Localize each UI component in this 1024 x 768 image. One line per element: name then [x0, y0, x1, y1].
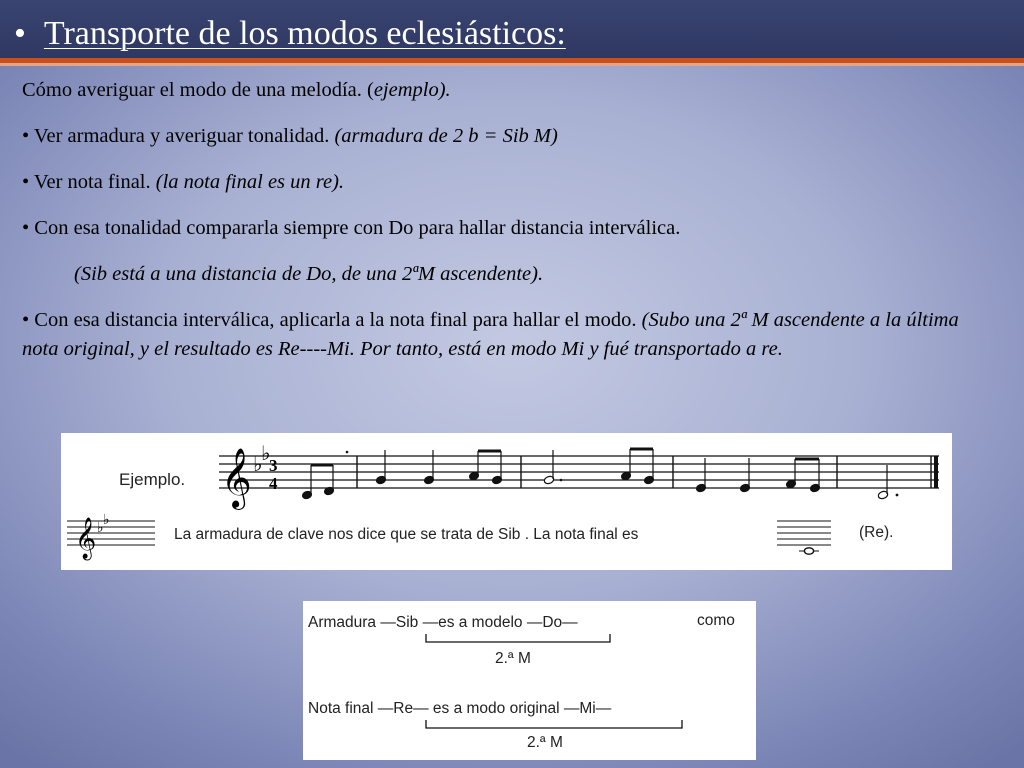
flat-icon: ♭ [261, 441, 271, 465]
final-note-staff [777, 521, 831, 551]
line-aplicar: • Con esa distancia interválica, aplicarla a la nota final para hallar el modo. (Subo una 2ª M ascendente a la última nota original, y el resultado es Re----Mi. Por tanto, está en modo Mi y fué transportado a re. [22, 309, 959, 360]
key-signature-caption: La armadura de clave nos dice que se trata de Sib . La nota final es [174, 526, 639, 543]
final-note-name: (Re). [859, 524, 894, 541]
line-comparar: • Con esa tonalidad compararla siempre con Do para hallar distancia interválica. [22, 217, 681, 239]
title-text: Transporte de los modos eclesiásticos: [43, 15, 566, 52]
time-signature-bottom: 4 [269, 474, 278, 493]
example-label: Ejemplo. [119, 470, 186, 489]
pickup-notes [302, 451, 349, 500]
whole-note-icon [804, 548, 813, 554]
line-armadura: • Ver armadura y averiguar tonalidad. (armadura de 2 b = Sib M) [22, 125, 558, 147]
music-example-figure [61, 433, 952, 570]
como-label: como [697, 612, 735, 629]
line-nota-final: • Ver nota final. (la nota final es un re). [22, 171, 345, 193]
title-bullet: • [14, 15, 26, 52]
slide-title [14, 14, 566, 54]
interval-label-2: 2.ª M [527, 734, 563, 751]
interval-label-1: 2.ª M [495, 650, 531, 667]
title-accent-line-light [0, 63, 1024, 66]
flat-icon: ♭ [97, 520, 104, 536]
main-staff [219, 456, 939, 488]
time-signature-top: 3 [269, 456, 278, 475]
slide-body [22, 76, 997, 364]
nota-final-row: Nota final —Re— es a modo original —Mi— [308, 700, 612, 717]
line-ejemplo: Cómo averiguar el modo de una melodía. (ejemplo). [22, 79, 451, 101]
small-treble-clef-icon: 𝄞 [75, 518, 97, 559]
interval-bracket-1 [426, 634, 610, 642]
flat-icon: ♭ [103, 512, 110, 528]
flat-icon: ♭ [253, 452, 263, 476]
treble-clef-icon: 𝄞 [221, 448, 252, 508]
title-bar [0, 0, 1024, 58]
final-note [877, 465, 898, 500]
interval-bracket-2 [426, 720, 682, 728]
interval-comparison-figure [303, 601, 756, 760]
armadura-row: Armadura —Sib —es a modelo —Do— [308, 614, 578, 631]
line-distancia: (Sib está a una distancia de Do, de una 2ªM ascendente). [74, 263, 544, 285]
